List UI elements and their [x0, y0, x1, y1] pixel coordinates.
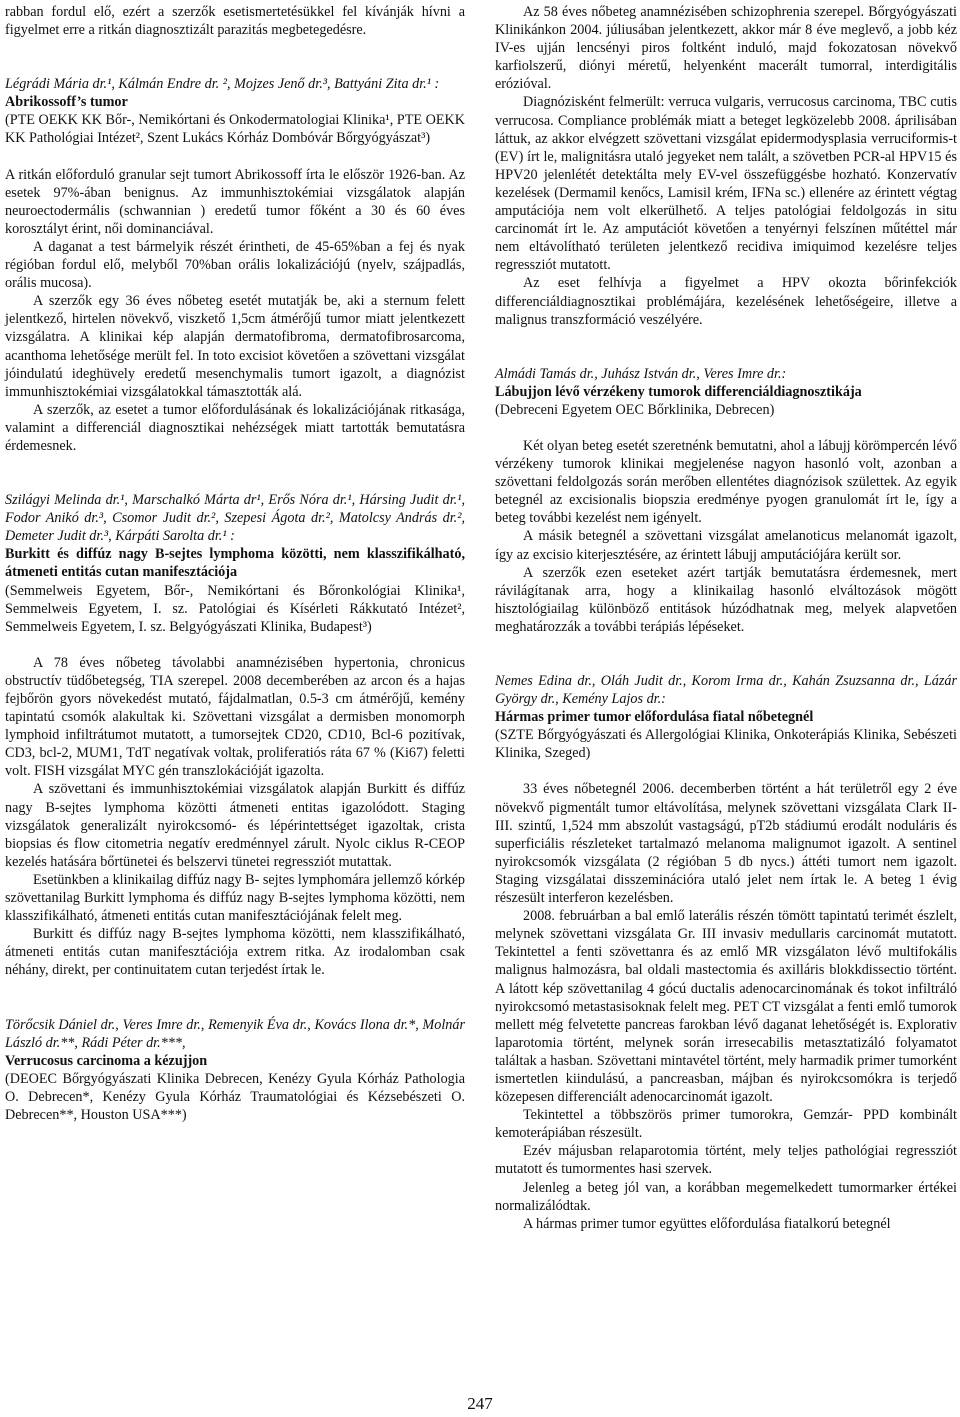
abstract-3-affiliation: (DEOEC Bőrgyógyászati Klinika Debrecen, Kenézy Gyula Kórház Pathologia O. Debrecen*, Kenézy Gyula Kórház Traumatológiai és Kézsebészeti O. Debrecen**, Houston USA***): [5, 1070, 465, 1123]
abstract-3-paragraph: Diagnózisként felmerült: verruca vulgaris, verrucosus carcinoma, TBC cutis verrucosa. Compliance problémák miatt a beteget legközelebb 2008. áprilisában láttuk, az akkor elvégzett szövettani vizsgálat epidermodysplasia verruciformis-t (EV) írt le, malignitásra utaló jegyeket nem talált, a szövetben PCR-al HPV15 és HPV20 jelenlétét detektálta mely EV-vel összefüggésbe hozható. Konzervatív kezelések (Dermamil kenőcs, Lamisil krém, IFNa sc.) ellenére az érintett végtag amputációja nem volt elkerülhető. A teljes patológiai feldolgozás in situ carcinomát írt le. Az amputációt követően a tenyérnyi felszínen műtéttel már nem eltávolítható területen jelentkező recidiva imiquimod kezelésre teljes regressziót mutatott.: [495, 94, 957, 274]
abstract-2-affiliation: (Semmelweis Egyetem, Bőr-, Nemikórtani és Bőronkológiai Klinika¹, Semmelweis Egyetem, I. sz. Patológiai és Kísérleti Rákkutató Intézet², Semmelweis Egyetem, I. sz. Belgyógyászati Klinika, Budapest³): [5, 582, 465, 635]
right-column: [495, 3, 957, 1233]
abstract-4-title: Lábujjon lévő vérzékeny tumorok differenciáldiagnosztikája: [495, 383, 862, 400]
page-number: 247: [467, 1394, 493, 1413]
abstract-5-paragraph: 33 éves nőbetegnél 2006. decemberben történt a hát területről egy 2 éve növekvő pigmentált tumor eltávolítása, melynek szövettani vizsgálata Clark II-III. szintű, 1,524 mm abszolút vastagságú, pT2b stádiumú erodált noduláris és superficiális részleteket tartalmazó melanoma malignumot igazolt. A sentinel nyirokcsomók vizsgálata (2 régióban 5 db nycs.) áttéti tumort nem igazolt. Staging vizsgálatai disszeminációra utaló jelet nem írtak le. A beteg 1 évig részesült interferon kezelésben.: [495, 781, 957, 907]
abstract-3-paragraph: Az 58 éves nőbeteg anamnézisében schizophrenia szerepel. Bőrgyógyászati Klinikánkon 2004. júliusában jelentkezett, akkor már 8 éve meglevő, a jobb kéz IV-es ujján lencsényi piros foltként induló, majd fokozatosan növekvő karfiolszerű, diónyi méretű, helyenként macerált tumorral, interdigitális erózióval.: [495, 4, 957, 93]
abstract-3-paragraph: Az eset felhívja a figyelmet a HPV okozta bőrinfekciók differenciáldiagnosztikai problémájára, kezelésének lehetőségeire, illetve a malignus transzformáció veszélyére.: [495, 275, 957, 328]
abstract-1-title: Abrikossoff’s tumor: [5, 94, 128, 111]
abstract-2-paragraph: A 78 éves nőbeteg távolabbi anamnézisében hypertonia, chronicus obstructív tüdőbetegség, TIA szerepel. 2008 decemberében az arcon és a hajas fejbőrön gyors növekedést mutató, fájdalmatlan, 0.5-3 cm átmérőjű, kemény tapintatú csomók alakultak ki. Szövettani vizsgálat a dermisben monomorph lymphoid infiltrátumot mutatott, a tumorsejtek CD20, CD10, Bcl-6 pozitívak, CD3, bcl-2, MUM1, TdT negatívak voltak, proliferatiós ráta 67 % (Ki67) feletti volt. FISH vizsgálat MYC gén transzlokációját igazolta.: [5, 654, 465, 780]
abstract-5-paragraph: Ezév májusban relaparotomia történt, mely teljes pathológiai regressziót mutatott és tumormentes hasi szervek.: [495, 1143, 957, 1178]
abstract-1-paragraph: A szerzők, az esetet a tumor előfordulásának és lokalizációjának ritkasága, valamint a differenciál diagnosztikai nehézségek miatt tartották bemutatásra érdemesnek.: [5, 401, 465, 454]
abstract-4-affiliation: (Debreceni Egyetem OEC Bőrklinika, Debrecen): [495, 401, 775, 418]
abstract-4-paragraph: Két olyan beteg esetét szeretnénk bemutatni, ahol a lábujj körömpercén lévő vérzékeny tumorok klinikai megjelenése nagyon hasonló volt, azonban a szövettani feldolgozás során merőben ellentétes diagnózisok születtek. Az egyik betegnél az excisionalis biopszia eredménye pyogen granulomát írt le, így a beteg további kezelést nem igényelt.: [495, 437, 957, 527]
abstract-2-paragraph: Esetünkben a klinikailag diffúz nagy B- sejtes lymphomára jellemző kórkép szövettanilag Burkitt lymphoma és diffúz nagy B-sejtes lymphoma közötti, nem klasszifikálható, átmeneti entitás cutan manifesztációjának felelt meg.: [5, 871, 465, 925]
abstract-2-authors: Szilágyi Melinda dr.¹, Marschalkó Márta dr¹, Erős Nóra dr.¹, Hársing Judit dr.¹, Fodor Anikó dr.³, Csomor Judit dr.², Szepesi Ágota dr.², Matolcsy András dr.², Demeter Judit dr.³, Kárpáti Sarolta dr.¹ :: [5, 492, 465, 545]
left-column: [5, 3, 465, 1124]
abstract-3-title: Verrucosus carcinoma a kézujjon: [5, 1052, 208, 1069]
abstract-5-affiliation: (SZTE Bőrgyógyászati és Allergológiai Klinika, Onkoterápiás Klinika, Sebészeti Klinika, Szeged): [495, 727, 957, 762]
abstract-2-paragraph: Burkitt és diffúz nagy B-sejtes lymphoma közötti, nem klasszifikálható, átmeneti entitás cutan manifesztációja extrem ritka. Az irodalomban csak néhány, direkt, per continuitatem cutan terjedést írtak le.: [5, 926, 465, 979]
abstract-3-authors: Törőcsik Dániel dr., Veres Imre dr., Remenyik Éva dr., Kovács Ilona dr.*, Molnár László dr.**, Rádi Péter dr.***,: [5, 1016, 465, 1051]
abstract-1-authors: Légrádi Mária dr.¹, Kálmán Endre dr. ², Mojzes Jenő dr.³, Battyáni Zita dr.¹ :: [5, 76, 440, 93]
abstract-5-title: Hármas primer tumor előfordulása fiatal nőbetegnél: [495, 709, 814, 726]
abstract-4-paragraph: A szerzők ezen eseteket azért tartják bemutatásra érdemesnek, mert rávilágítanak arra, hogy a klinikailag hasonló elváltozások mögött hisztológiailag különböző entitások húzódhatnak meg, melyek alapvetően meghatározzák a további terápiás lépéseket.: [495, 564, 957, 635]
abstract-5-paragraph: Tekintettel a többszörös primer tumorokra, Gemzár- PPD kombinált kemoterápiában részesült.: [495, 1107, 957, 1142]
abstract-5-paragraph: 2008. februárban a bal emlő laterális részén tömött tapintatú terimét észlelt, melynek szövettani vizsgálata Gr. III invasiv medullaris carcinomát mutatott. Tekintettel a fenti szövettanra és az emlő MR vizsgálaton lévő multifokális malignus halmozásra, bal oldali mastectomia és axilláris blokkdissectio történt. A látott kép szövettanilag 4 gócú ductalis adenocarcinomának és tokot infiltráló nyirokcsomó metastasisoknak felelt meg. PET CT vizsgálat a fenti emlő tumorok mellett még felvetette pancreas farokban lévő daganat lehetőségét is. Explorativ laparotomia történt, melynek során irresecabilis metasztatizáló folyamatot találtak a hasban. Szövettani mintavétel történt, mely harmadik primer tumorként ismertetlen kiindulású, a pancreasban, májban és nyirokcsomókra is terjedő közepesen differenciált adenocarcinomát igazolt.: [495, 908, 957, 1106]
abstract-2-title: Burkitt és diffúz nagy B-sejtes lymphoma közötti, nem klasszifikálható, átmeneti entitás cutan manifesztációja: [5, 546, 465, 581]
abstract-4-authors: Almádi Tamás dr., Juhász István dr., Veres Imre dr.:: [495, 365, 787, 382]
abstract-1-paragraph: A ritkán előforduló granular sejt tumort Abrikossoff írta le először 1926-ban. Az esetek 97%-ában benignus. Az immunhisztokémiai vizsgálatok alapján neuroectodermális (schwannian ) eredetű tumor főként a 30 és 60 éves korosztályt érint, női dominanciával.: [5, 166, 465, 237]
abstract-1-paragraph: A daganat a test bármelyik részét érintheti, de 45-65%ban a fej és nyak régióban fordul elő, melyből 70%ban orális lokalizációjú (nyelv, szájpadlás, orális mucosa).: [5, 238, 465, 292]
abstract-5-paragraph: A hármas primer tumor együttes előfordulása fiatalkorú betegnél: [523, 1215, 891, 1232]
abstract-5-paragraph: Jelenleg a beteg jól van, a korábban megemelkedett tumormarker értékei normalizálódtak.: [495, 1179, 957, 1214]
abstract-1-paragraph: A szerzők egy 36 éves nőbeteg esetét mutatják be, aki a sternum felett jelentkező, hirtelen növekvő, viszkető 1,5cm átmérőjű tumor miatt jelentkezett vizsgálatra. A klinikai kép alapján dermatofibroma, dermatofibrosarcoma, acanthoma lehetősége merült fel. In toto excisiot követően a szövettani vizsgálat jóindulatú ideghüvely eredetű mesenchymalis tumort igazolt, a diagnózist immunhisztokémiai vizsgálatokkal támasztották alá.: [5, 293, 465, 400]
abstract-4-paragraph: A másik betegnél a szövettani vizsgálat amelanoticus melanomát igazolt, így az excisio kiterjesztésére, az érintett lábujj amputációjára került sor.: [495, 528, 957, 563]
abstract-1-affiliation: (PTE OEKK KK Bőr-, Nemikórtani és Onkodermatologiai Klinika¹, PTE OEKK KK Pathológiai Intézet², Szent Lukács Kórház Dombóvár Bőrgyógyászat³): [5, 112, 465, 147]
abstract-2-paragraph: A szövettani és immunhisztokémiai vizsgálatok alapján Burkitt és diffúz nagy B-sejtes lymphoma közötti átmeneti entitas igazolódott. Staging vizsgálatok generalizált nyirokcsomó- és lépérintettséget igazoltak, crista biopsias és flow citometria negatív eredménnyel zárult. Nyolc ciklus R-CEOP kezelés hatására bőrtünetei és belszervi tünetei regressziót mutattak.: [5, 781, 465, 870]
intro-paragraph: rabban fordul elő, ezért a szerzők esetismertetésükkel fel kívánják hívni a figyelmet erre a ritkán diagnosztizált parazitás megbetegedésre.: [5, 4, 465, 39]
abstract-5-authors: Nemes Edina dr., Oláh Judit dr., Korom Irma dr., Kahán Zsuzsanna dr., Lázár György dr., Kemény Lajos dr.:: [495, 673, 957, 708]
